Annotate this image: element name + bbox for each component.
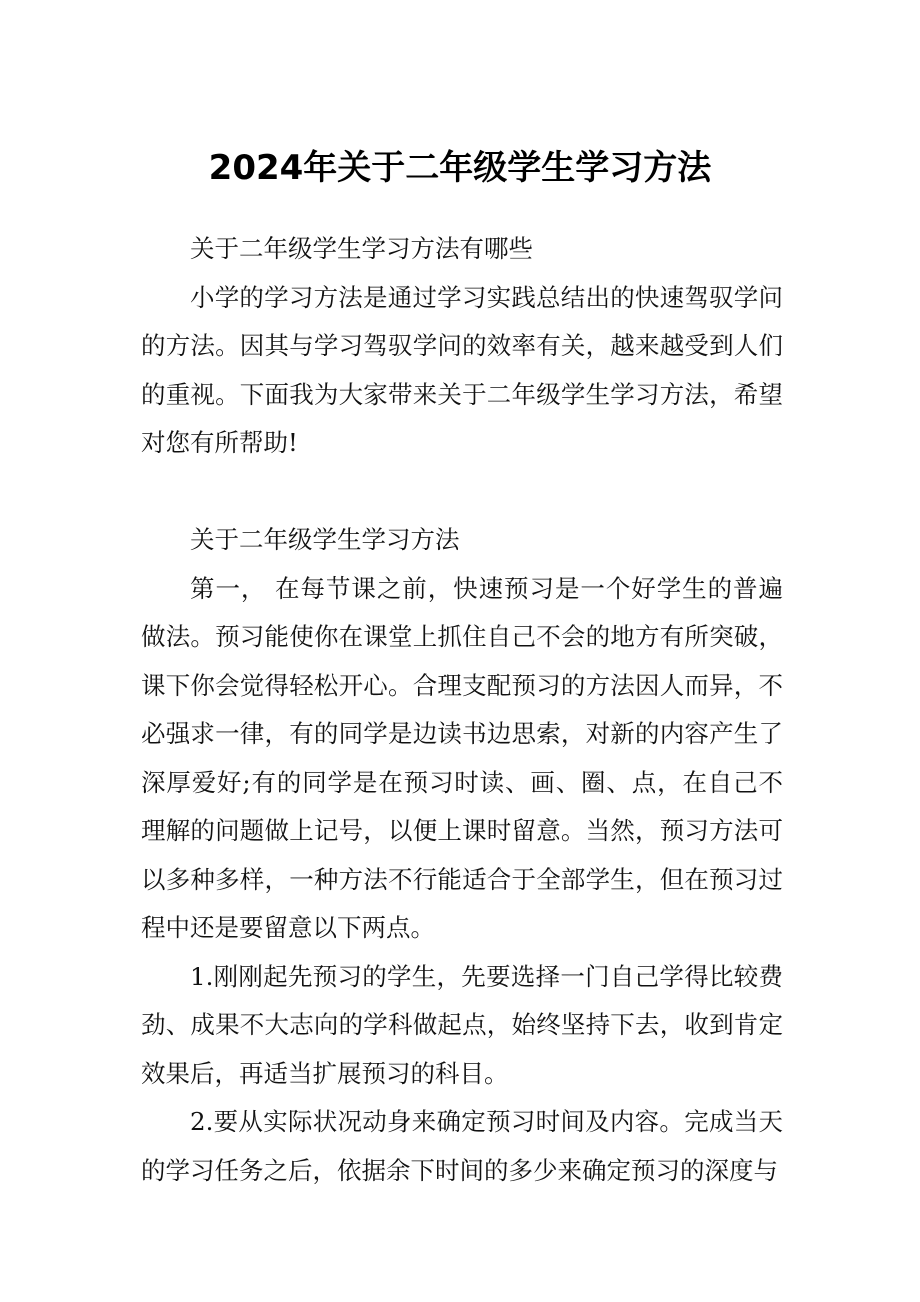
document-body	[141, 225, 783, 1195]
document-title: 2024年关于二年级学生学习方法	[208, 148, 712, 188]
paragraph-intro: 小学的学习方法是通过学习实践总结出的快速驾驭学问的方法。因其与学习驾驭学问的效率有关，越来越受到人们的重视。下面我为大家带来关于二年级学生学习方法，希望对您有所帮助!	[141, 282, 783, 457]
paragraph-point-2: 2.要从实际状况动身来确定预习时间及内容。完成当天的学习任务之后，依据余下时间的多少来确定预习的深度与	[141, 1107, 783, 1185]
paragraph-subtitle-2: 关于二年级学生学习方法	[190, 525, 460, 554]
blank-line	[141, 468, 783, 517]
paragraph-subtitle-1: 关于二年级学生学习方法有哪些	[190, 234, 533, 263]
paragraph-method-1: 第一， 在每节课之前，快速预习是一个好学生的普遍做法。预习能使你在课堂上抓住自己不会的地方有所突破，课下你会觉得轻松开心。合理支配预习的方法因人而异，不必强求一律，有的同学是边读书边思索，对新的内容产生了深厚爱好;有的同学是在预习时读、画、圈、点，在自己不理解的问题做上记号，以便上课时留意。当然，预习方法可以多种多样，一种方法不行能适合于全部学生，但在预习过程中还是要留意以下两点。	[141, 573, 783, 942]
paragraph-point-1: 1.刚刚起先预习的学生，先要选择一门自己学得比较费劲、成果不大志向的学科做起点，始终坚持下去，收到肯定效果后，再适当扩展预习的科目。	[141, 961, 783, 1088]
